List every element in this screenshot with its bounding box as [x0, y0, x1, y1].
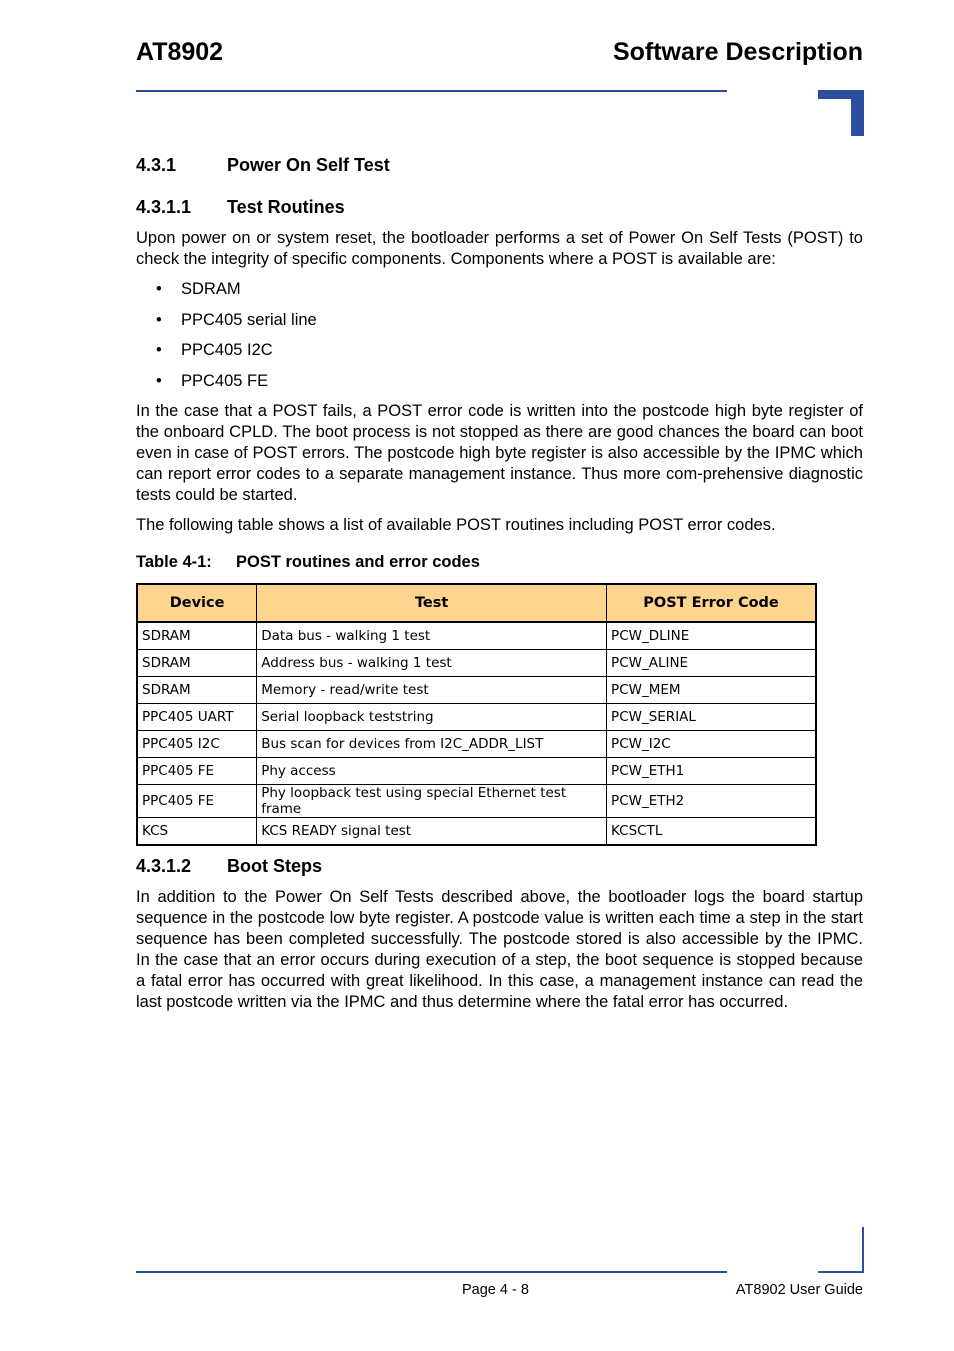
table-row: [137, 731, 816, 758]
section-title: Test Routines: [227, 197, 345, 217]
cell-device: SDRAM: [137, 650, 257, 677]
cell-device: SDRAM: [137, 677, 257, 704]
intro-paragraph: Upon power on or system reset, the bootloader performs a set of Power On Self Tests (POST) to check the integrity of specific components. Components where a POST is available are:: [136, 229, 863, 268]
column-header-device: Device: [137, 584, 257, 622]
list-item-text: SDRAM: [181, 280, 241, 298]
list-item-text: PPC405 I2C: [181, 341, 273, 359]
list-item: [156, 340, 317, 371]
table-intro-paragraph: The following table shows a list of available POST routines including POST error codes.: [136, 516, 776, 534]
cell-error-code: PCW_ETH2: [607, 785, 816, 818]
list-item: [156, 310, 317, 341]
cell-device: SDRAM: [137, 622, 257, 650]
cell-error-code: KCSCTL: [607, 818, 816, 846]
section-number: 4.3.1.2: [136, 856, 192, 876]
table-header-row: [137, 584, 816, 622]
cell-test: Bus scan for devices from I2C_ADDR_LIST: [257, 731, 607, 758]
table-row: [137, 704, 816, 731]
table-row: [137, 758, 816, 785]
cell-test: Phy access: [257, 758, 607, 785]
cell-device: PPC405 I2C: [137, 731, 257, 758]
cell-test: Serial loopback teststring: [257, 704, 607, 731]
footer-rule: [136, 1271, 727, 1273]
column-header-error-code: POST Error Code: [607, 584, 816, 622]
footer-tab-line: [862, 1227, 864, 1273]
table-row: [137, 622, 816, 650]
list-item: [156, 279, 317, 310]
bullet-icon: •: [156, 371, 162, 390]
corner-tab-side: [851, 90, 864, 136]
post-routines-table: [136, 583, 817, 846]
list-item: [156, 371, 317, 402]
table-caption-title: POST routines and error codes: [236, 553, 480, 571]
component-list: [156, 279, 317, 401]
cell-test: Address bus - walking 1 test: [257, 650, 607, 677]
cell-test: KCS READY signal test: [257, 818, 607, 846]
cell-test: Data bus - walking 1 test: [257, 622, 607, 650]
cell-error-code: PCW_ALINE: [607, 650, 816, 677]
post-fail-paragraph: In the case that a POST fails, a POST error code is written into the postcode high byte register of the onboard CPLD. The boot process is not stopped as there are good chances the board can boot even in case of POST errors. The postcode high byte register is also accessible by the IPMC which can report error codes to a separate management instance. Thus more com-prehensive diagnostic tests could be started.: [136, 402, 863, 504]
document-title: AT8902: [136, 38, 224, 66]
cell-test: Phy loopback test using special Ethernet test frame: [257, 785, 607, 818]
cell-error-code: PCW_MEM: [607, 677, 816, 704]
column-header-test: Test: [257, 584, 607, 622]
cell-device: PPC405 FE: [137, 785, 257, 818]
boot-steps-paragraph: In addition to the Power On Self Tests described above, the bootloader logs the board startup sequence in the postcode low byte register. A postcode value is written each time a step in the start sequence has been completed successfully. The postcode stored is also accessible by the IPMC. In the case that an error occurs during execution of a step, the boot sequence is stopped because a fatal error has occurred with great likelihood. In this case, a management instance can read the last postcode written via the IPMC and thus determine where the fatal error has occurred.: [136, 888, 863, 1011]
header-rule: [136, 90, 727, 92]
bullet-icon: •: [156, 310, 162, 329]
cell-device: KCS: [137, 818, 257, 846]
section-heading-4-3-1: [136, 154, 390, 176]
table-row: [137, 818, 816, 846]
bullet-icon: •: [156, 341, 162, 359]
bullet-icon: •: [156, 280, 162, 298]
section-number: 4.3.1.1: [136, 197, 192, 217]
table-row: [137, 650, 816, 677]
list-item-text: PPC405 serial line: [181, 310, 317, 329]
cell-test: Memory - read/write test: [257, 677, 607, 704]
cell-device: PPC405 FE: [137, 758, 257, 785]
cell-device: PPC405 UART: [137, 704, 257, 731]
cell-error-code: PCW_SERIAL: [607, 704, 816, 731]
table-row: [137, 677, 816, 704]
section-title: Power On Self Test: [227, 155, 390, 175]
section-number: 4.3.1: [136, 155, 177, 175]
chapter-title: Software Description: [612, 38, 863, 66]
guide-name: AT8902 User Guide: [735, 1282, 863, 1298]
section-title: Boot Steps: [227, 856, 323, 876]
table-row: [137, 785, 816, 818]
table-caption-number: Table 4-1:: [136, 553, 212, 571]
section-heading-4-3-1-2: [136, 855, 322, 877]
list-item-text: PPC405 FE: [181, 371, 269, 390]
cell-error-code: PCW_DLINE: [607, 622, 816, 650]
section-heading-4-3-1-1: [136, 196, 345, 218]
page-number: Page 4 - 8: [462, 1282, 529, 1298]
cell-error-code: PCW_ETH1: [607, 758, 816, 785]
table-caption: [136, 552, 480, 573]
footer-tab-base: [818, 1271, 864, 1273]
cell-error-code: PCW_I2C: [607, 731, 816, 758]
